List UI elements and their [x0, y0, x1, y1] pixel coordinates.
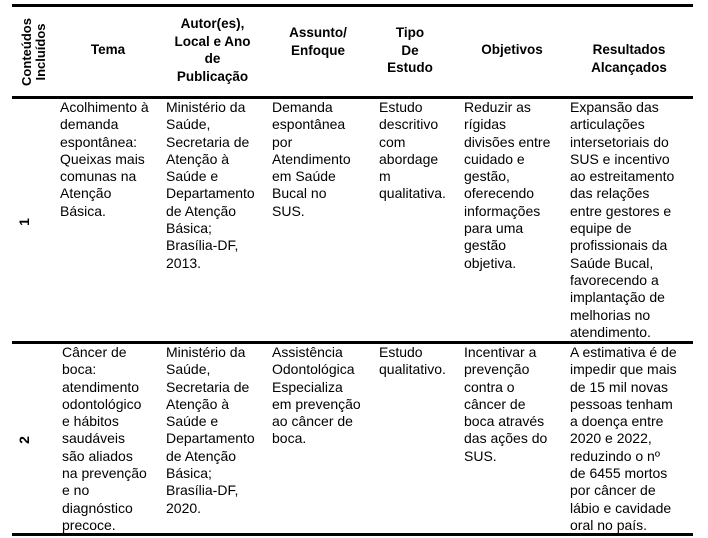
cell-tipo-estudo: Estudo descritivo com abordage m qualitativa. [379, 99, 446, 202]
cell-tipo-estudo: Estudo qualitativo. [379, 344, 446, 378]
cell-autor: Ministério da Saúde, Secretaria de Atenção à Saúde e Departamento de Atenção Básica; Brasília-DF, 2020. [166, 344, 255, 516]
cell-autor: Ministério da Saúde, Secretaria de Atenção à Saúde e Departamento de Atenção Básica; Brasília-DF, 2013. [166, 99, 255, 271]
cell-resultados: Expansão das articulações intersetoriais do SUS e incentivo ao estreitamento das relações entre gestores e equipe de profissionais da Saúde Bucal, favorecendo a implantação de melhorias no atendimento. [570, 99, 675, 340]
header-tema: Tema [90, 42, 126, 57]
header-resultados: Resultados Alcançados [591, 42, 667, 75]
header-objetivos: Objetivos [481, 42, 543, 57]
top-rule [12, 4, 693, 7]
header-autor: Autor(es), Local e Ano de Publicação [174, 16, 251, 84]
cell-tema: Acolhimento à demanda espontânea: Queixas mais comunas na Atenção Básica. [60, 99, 149, 219]
header-assunto: Assunto/ Enfoque [289, 25, 347, 58]
cell-assunto: Assistência Odontológica Especializa em prevenção ao câncer de boca. [272, 344, 361, 447]
cell-tema: Câncer de boca: atendimento odontológico e hábitos saudáveis são aliados na prevenção e no diagnóstico precoce. [62, 344, 147, 533]
cell-resultados: A estimativa é de impedir que mais de 15 mil novas pessoas tenham a doença entre 2020 e 2022, reduzindo o nº de 6455 mortos por câncer de lábio e cavidade oral no país. [570, 344, 677, 533]
row-number: 1 [15, 218, 32, 226]
header-tipo-estudo: Tipo De Estudo [387, 25, 433, 75]
cell-objetivos: Reduzir as rígidas divisões entre cuidado e gestão, oferecendo informações para uma gestão objetiva. [464, 99, 551, 271]
header-conteudos-incluidos: Conteúdos Incluídos [19, 18, 48, 86]
row-number: 2 [15, 436, 32, 444]
cell-assunto: Demanda espontânea por Atendimento em Saúde Bucal no SUS. [272, 99, 351, 219]
cell-objetivos: Incentivar a prevenção contra o câncer de boca através das ações do SUS. [464, 344, 548, 464]
